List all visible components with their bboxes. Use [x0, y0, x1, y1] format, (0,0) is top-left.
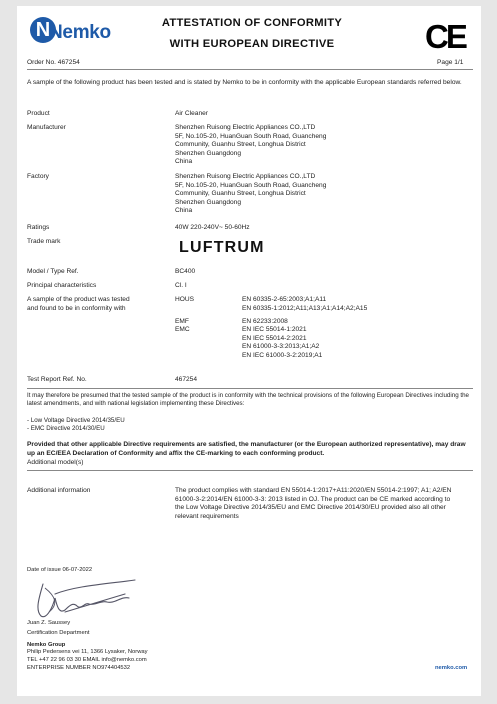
- report-label: Test Report Ref. No.: [27, 376, 87, 383]
- emc-value: EN IEC 55014-1:2021 EN IEC 55014-2:2021 EN 61000-3-3:2013;A1;A2 EN IEC 61000-3-2:2019;A1: [242, 326, 323, 359]
- company-contact: TEL +47 22 96 03 30 EMAIL info@nemko.com: [27, 657, 147, 663]
- header-divider: [27, 69, 473, 70]
- ratings-value: 40W 220-240V~ 50-60Hz: [175, 224, 250, 231]
- logo-circle-icon: N: [30, 17, 56, 43]
- model-value: BC400: [175, 268, 196, 275]
- additional-info-label: Additional information: [27, 487, 91, 494]
- emf-value: EN 62233:2008: [242, 318, 288, 325]
- model-label: Model / Type Ref.: [27, 268, 79, 275]
- factory-label: Factory: [27, 173, 49, 180]
- ratings-label: Ratings: [27, 224, 50, 231]
- manufacturer-value: Shenzhen Ruisong Electric Appliances CO.,LTD 5F, No.105-20, HuanGuan South Road, Guancheng Community, Guanhu Street, Longhua District Shenzhen Guangdong China: [175, 124, 327, 166]
- certification-department: Certification Department: [27, 630, 90, 636]
- additional-models-label: Additional model(s): [27, 459, 84, 466]
- page-number: Page 1/1: [437, 59, 464, 66]
- signer-name: Juan Z. Saussey: [27, 620, 71, 626]
- enterprise-number: ENTERPRISE NUMBER NO974404532: [27, 665, 131, 671]
- title-line-1: ATTESTATION OF CONFORMITY: [161, 17, 343, 29]
- hous-value: EN 60335-2-65:2003;A1;A11 EN 60335-1:2012;A11;A13;A1;A14;A2;A15: [242, 296, 368, 312]
- signature-icon: [25, 576, 140, 621]
- date-of-issue: Date of issue 06-07-2022: [27, 567, 93, 573]
- ce-mark-icon: CE: [425, 18, 465, 55]
- factory-value: Shenzhen Ruisong Electric Appliances CO.,LTD 5F, No.105-20, HuanGuan South Road, Guancheng Community, Guanhu Street, Longhua District Shenzhen Guangdong China: [175, 173, 327, 215]
- directives-list: - Low Voltage Directive 2014/35/EU - EMC Directive 2014/30/EU: [27, 417, 125, 433]
- emf-label: EMF: [175, 318, 189, 325]
- presumption-text: It may therefore be presumed that the tested sample of the product is in conformity with the technical provisions of the following European Directives including the latest amendments, and with national legislation implementing these Directives:: [27, 392, 469, 408]
- title-line-2: WITH EUROPEAN DIRECTIVE: [169, 38, 335, 50]
- emc-label: EMC: [175, 326, 190, 333]
- logo-word: Nemko: [49, 22, 111, 43]
- principal-value: Cl. I: [175, 282, 187, 289]
- order-number: Order No. 467254: [27, 59, 80, 66]
- hous-label: HOUS: [175, 296, 195, 303]
- manufacturer-label: Manufacturer: [27, 124, 66, 131]
- product-label: Product: [27, 110, 50, 117]
- intro-text: A sample of the following product has been tested and is stated by Nemko to be in conformity with the applicable European standards referred below.: [27, 79, 462, 86]
- nemko-logo: [30, 14, 112, 44]
- website-link[interactable]: nemko.com: [435, 665, 468, 671]
- company-address: Philip Pedersens vei 11, 1366 Lysaker, Norway: [27, 649, 148, 655]
- trademark-logo: LUFTRUM: [179, 239, 265, 256]
- additional-info-value: The product complies with standard EN 55014-1:2017+A11:2020/EN 55014-2:1997; A1; A2/EN 61000-3-2:2014/EN 61000-3-3: 2013 listed in OJ. The product can be CE marked according to the Low Voltage Directive 2014/35/EU and EMC Directive 2014/30/EU provided also all other relevant requirements: [175, 487, 452, 520]
- conformity-label: A sample of the product was tested and found to be in conformity with: [27, 296, 130, 312]
- provided-text: Provided that other applicable Directive requirements are satisfied, the manufacturer (or the European authorized representative), may draw up an EC/EEA Declaration of Conformity and affix the CE-marking to each conforming product.: [27, 441, 466, 457]
- certificate-page: [17, 6, 481, 696]
- trademark-label: Trade mark: [27, 238, 61, 245]
- mid-divider: [27, 388, 473, 389]
- lower-divider: [27, 470, 473, 471]
- product-value: Air Cleaner: [175, 110, 208, 117]
- principal-label: Principal characteristics: [27, 282, 97, 289]
- company-name: Nemko Group: [27, 642, 66, 648]
- report-value: 467254: [175, 376, 198, 383]
